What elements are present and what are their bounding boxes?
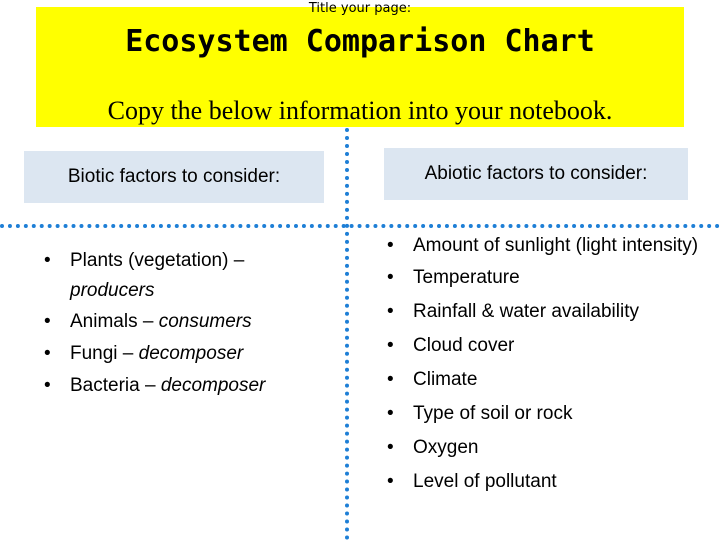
vertical-divider	[345, 128, 349, 540]
list-item: • Climate	[387, 363, 707, 397]
list-item: • Temperature	[387, 261, 707, 295]
page-subtitle: Title your page:	[308, 1, 412, 16]
list-item: • Amount of sunlight (light intensity)	[387, 231, 707, 261]
biotic-header: Biotic factors to consider:	[24, 151, 324, 203]
list-item: • Fungi – decomposer	[44, 338, 324, 370]
abiotic-header: Abiotic factors to consider:	[384, 148, 688, 200]
list-item: • Oxygen	[387, 431, 707, 465]
instruction-text: Copy the below information into your notebook.	[107, 96, 613, 125]
abiotic-list	[387, 231, 707, 499]
list-item: • Animals – consumers	[44, 306, 324, 338]
list-item: • Cloud cover	[387, 329, 707, 363]
list-item: • Type of soil or rock	[387, 397, 707, 431]
list-item: • Level of pollutant	[387, 465, 707, 499]
horizontal-divider	[0, 224, 720, 228]
biotic-list	[44, 246, 324, 402]
list-item: • Bacteria – decomposer	[44, 370, 324, 402]
list-item: • Plants (vegetation) – producers	[44, 246, 324, 306]
page-title: Ecosystem Comparison Chart	[125, 24, 595, 59]
list-item: • Rainfall & water availability	[387, 295, 707, 329]
